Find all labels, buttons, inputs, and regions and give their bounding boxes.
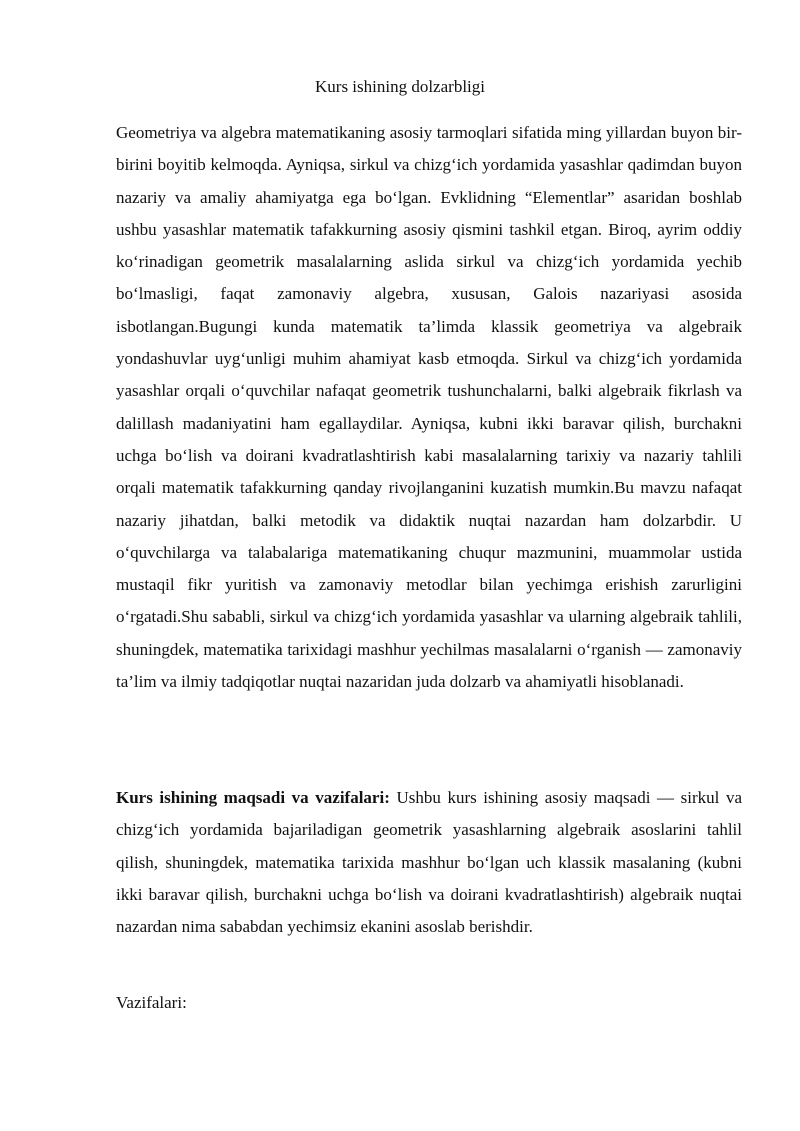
paragraph-goals — [116, 782, 742, 943]
tasks-heading: Vazifalari: — [116, 993, 187, 1012]
section-title: Kurs ishining dolzarbligi — [315, 77, 485, 96]
goals-body: Ushbu kurs ishining asosiy maqsadi — sirkul va chizg‘ich yordamida bajariladigan geometrik yasashlarning algebraik asoslarini tahlil qilish, shuningdek, matematika tarixida mashhur bo‘lgan uch klassik masalaning (kubni ikki baravar qilish, burchakni uchga bo‘lish va doirani kvadratlashtirish) algebraik nuqtai nazardan nima sababdan yechimsiz ekanini asoslab berishdir. — [116, 788, 742, 937]
goals-heading: Kurs ishining maqsadi va vazifalari: — [116, 788, 390, 807]
paragraph-relevance: Geometriya va algebra matematikaning asosiy tarmoqlari sifatida ming yillardan buyon bir-birini boyitib kelmoqda. Ayniqsa, sirkul va chizg‘ich yordamida yasashlar qadimdan buyon nazariy va amaliy ahamiyatga ega bo‘lgan. Evklidning “Elementlar” asaridan boshlab ushbu yasashlar matematik tafakkurning asosiy qismini tashkil etgan. Biroq, ayrim oddiy ko‘rinadigan geometrik masalalarning aslida sirkul va chizg‘ich yordamida yechib bo‘lmasligi, faqat zamonaviy algebra, xususan, Galois nazariyasi asosida isbotlangan.Bugungi kunda matematik ta’limda klassik geometriya va algebraik yondashuvlar uyg‘unligi muhim ahamiyat kasb etmoqda. Sirkul va chizg‘ich yordamida yasashlar orqali o‘quvchilar nafaqat geometrik tushunchalarni, balki algebraik fikrlash va dalillash madaniyatini ham egallaydilar. Ayniqsa, kubni ikki baravar qilish, burchakni uchga bo‘lish va doirani kvadratlashtirish kabi masalalarning tarixiy va nazariy tahlili orqali matematik tafakkurning qanday rivojlanganini kuzatish mumkin.Bu mavzu nafaqat nazariy jihatdan, balki metodik va didaktik nuqtai nazardan ham dolzarbdir. U o‘quvchilarga va talabalariga matematikaning chuqur mazmunini, muammolar ustida mustaqil fikr yuritish va zamonaviy metodlar bilan yechimga erishish zarurligini o‘rgatadi.Shu sababli, sirkul va chizg‘ich yordamida yasashlar va ularning algebraik tahlili, shuningdek, matematika tarixidagi mashhur yechilmas masalalarni o‘rganish — zamonaviy ta’lim va ilmiy tadqiqotlar nuqtai nazaridan juda dolzarb va ahamiyatli hisoblanadi. — [116, 123, 742, 692]
